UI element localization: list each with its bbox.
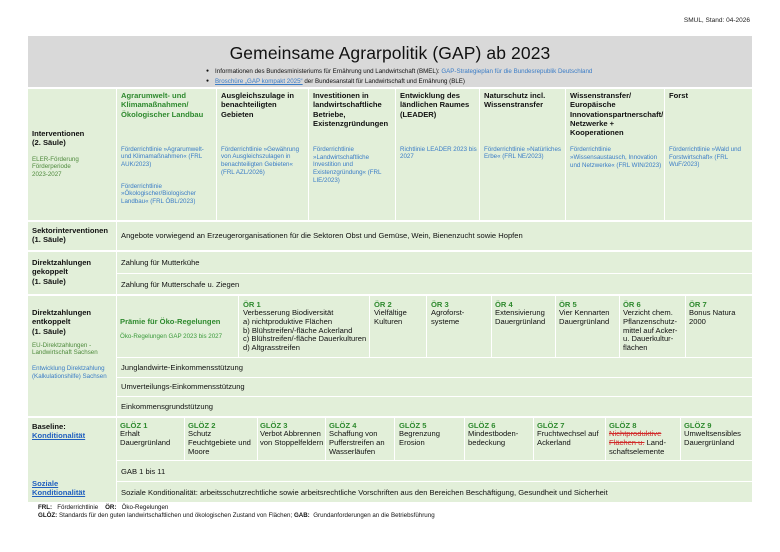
oer-3: ÖR 3 Agroforst- systeme xyxy=(431,300,465,326)
baseline-label: Baseline: xyxy=(32,422,66,431)
umverteilung-stuetzung: Umverteilungs-Einkommensstützung xyxy=(121,382,245,391)
link-eu-direktzahlungen[interactable]: EU-Direktzahlungen - Landwirtschaft Sachsen xyxy=(32,341,98,357)
row-entkoppelt xyxy=(28,296,752,416)
link-frl-wuf[interactable]: Förderrichtlinie »Wald und Forstwirtschaft« (FRL WuF/2023) xyxy=(669,146,741,169)
sozial-text: Soziale Konditionalität: arbeitsschutzrechtliche sowie arbeitsrechtliche Vorschriften aus den Bereichen Beschäftigung, Gesundheit und Sicherheit xyxy=(121,488,608,497)
oer-2: ÖR 2 Vielfältige Kulturen xyxy=(374,300,407,326)
link-frl-auk[interactable]: Förderrichtlinie »Agrarumwelt- und Klimamaßnahmen« (FRL AUK/2023) xyxy=(121,145,204,169)
gloez-3: GLÖZ 3 Verbot Abbrennen von Stoppelfeldern xyxy=(260,421,324,447)
col-ausgleichszulage: Ausgleichszulage in benachteiligten Gebieten Förderrichtlinie »Gewährung von Ausgleichszulagen in benachteiligten Gebieten« (FRL AZL/2026) xyxy=(221,91,306,176)
page-title: Gemeinsame Agrarpolitik (GAP) ab 2023 xyxy=(229,43,551,63)
baseline-label-cell xyxy=(32,422,85,441)
info-item-ble: ● Broschüre „GAP kompakt 2025“ der Bundesanstalt für Landwirtschaft und Ernährung (BLE) xyxy=(206,77,592,87)
zahlung-mutterschafe: Zahlung für Mutterschafe u. Ziegen xyxy=(121,280,240,289)
col-agrarumwelt: Agrarumwelt- und Klimamaßnahmen/ Ökologischer Landbau Förderrichtlinie »Agrarumwelt- und Klimamaßnahmen« (FRL AUK/2023) Förderrichtlinie »Ökologischer/Biologischer Landbau« (FRL ÖBL/2023) xyxy=(121,91,213,205)
link-frl-win[interactable]: Förderrichtlinie »Wissensaustausch, Innovation und Netzwerke« (FRL WIN/2023) xyxy=(570,146,662,169)
col-naturschutz: Naturschutz incl. Wissenstransfer Förderrichtlinie »Natürliches Erbe« (FRL NE/2023) xyxy=(484,91,564,161)
link-frl-oebl[interactable]: Förderrichtlinie »Ökologischer/Biologischer Landbau« (FRL ÖBL/2023) xyxy=(121,182,196,205)
legend-line-2: GLÖZ: Standards für den guten landwirtschaftlichen und ökologischen Zustand von Flächen; GAB: Grundanforderungen an die Betriebsführung xyxy=(38,512,435,519)
row-konditionalitaet xyxy=(28,418,752,502)
oer-5: ÖR 5 Vier Kennarten Dauergrünland xyxy=(559,300,610,326)
gab-text: GAB 1 bis 11 xyxy=(121,467,166,476)
link-frl-lie[interactable]: Förderrichtlinie »Landwirtschaftliche Investition und Existenzgründung« (FRL LIE/2023) xyxy=(313,146,382,184)
gloez-7: GLÖZ 7 Fruchtwechsel auf Ackerland xyxy=(537,421,599,447)
row-gekoppelt xyxy=(28,252,752,294)
oer-7: ÖR 7 Bonus Natura 2000 xyxy=(689,300,736,326)
link-konditionalitaet[interactable]: Konditionalität xyxy=(32,431,86,441)
link-oeko-regelungen[interactable]: Öko-Regelungen GAP 2023 bis 2027 xyxy=(120,333,223,340)
row-sektorinterventionen xyxy=(28,222,752,250)
oeko-regelungen-head: Prämie für Öko-Regelungen xyxy=(120,317,221,326)
link-gap-strategieplan[interactable]: GAP-Strategieplan für die Bundesrepublik Deutschland xyxy=(441,68,593,75)
gloez-9: GLÖZ 9 Umweltsensibles Dauergrünland xyxy=(684,421,741,447)
interventionen-label: Interventionen (2. Säule) xyxy=(32,129,85,148)
einkommensgrundstuetzung: Einkommensgrundstützung xyxy=(121,402,214,411)
oer-6: ÖR 6 Verzicht chem. Pflanzenschutz- mittel auf Acker- u. Dauerkultur- flächen xyxy=(623,300,678,353)
gloez-8: GLÖZ 8 Nichtproduktive Flächen u. Land- schaftselemente xyxy=(609,421,667,456)
gloez-1: GLÖZ 1 Erhalt Dauergrünland xyxy=(120,421,171,447)
col-forst: Forst Förderrichtlinie »Wald und Forstwirtschaft« (FRL WuF/2023) xyxy=(669,91,749,169)
link-frl-azl[interactable]: Förderrichtlinie »Gewährung von Ausgleichszulagen in benachteiligten Gebieten« (FRL AZL/2026) xyxy=(221,145,300,176)
sektor-text: Angebote vorwiegend an Erzeugerorganisationen für die Sektoren Obst und Gemüse, Wein, Bienenzucht sowie Hopfen xyxy=(121,231,523,240)
col-leader: Entwicklung des ländlichen Raumes (LEADER) Richtlinie LEADER 2023 bis 2027 xyxy=(400,91,477,161)
interventionen-sub: ELER-Förderung Förderperiode 2023-2027 xyxy=(32,155,79,178)
link-gap-kompakt[interactable]: Broschüre „GAP kompakt 2025“ xyxy=(215,78,303,85)
link-kalkulationshilfe[interactable]: Entwicklung Direktzahlung (Kalkulationshilfe) Sachsen xyxy=(32,365,107,380)
interventionen-label-cell xyxy=(32,129,112,178)
row-interventionen xyxy=(28,89,752,220)
title-box xyxy=(28,36,752,87)
link-frl-ne[interactable]: Förderrichtlinie »Natürliches Erbe« (FRL NE/2023) xyxy=(484,145,562,161)
sozial-label-cell xyxy=(32,479,85,498)
col-wissenstransfer: Wissenstransfer/ Europäische Innovationspartnerschaft/ Netzwerke + Kooperationen Förderrichtlinie »Wissensaustausch, Innovation und Netzwerke« (FRL WIN/2023) xyxy=(570,91,664,169)
link-soziale-konditionalitaet[interactable]: Soziale Konditionalität xyxy=(32,479,86,498)
entkoppelt-label-cell xyxy=(32,308,114,380)
version-stamp: SMUL, Stand: 04-2026 xyxy=(683,17,750,24)
gekoppelt-label: Direktzahlungen gekoppelt (1. Säule) xyxy=(32,258,92,286)
oer-1: ÖR 1 Verbesserung Biodiversität a) nichtproduktive Flächen b) Blühstreifen/-fläche Ackerland c) Blühstreifen/-fläche Dauerkulturen d) Altgrasstreifen xyxy=(243,300,367,353)
link-leader[interactable]: Richtlinie LEADER 2023 bis 2027 xyxy=(400,145,477,161)
legend-line-1: FRL: Förderrichtlinie ÖR: Öko-Regelungen xyxy=(38,504,169,511)
gloez-2: GLÖZ 2 Schutz Feuchtgebiete und Moore xyxy=(188,421,251,456)
gloez-5: GLÖZ 5 Begrenzung Erosion xyxy=(399,421,440,447)
gloez-6: GLÖZ 6 Mindestboden- bedeckung xyxy=(468,421,519,447)
entkoppelt-label: Direktzahlungen entkoppelt (1. Säule) xyxy=(32,308,92,336)
oer-4: ÖR 4 Extensivierung Dauergrünland xyxy=(495,300,546,326)
col-investitionen: Investitionen in landwirtschaftliche Betriebe, Existenzgründungen Förderrichtlinie »Landwirtschaftliche Investition und Existenzgründung« (FRL LIE/2023) xyxy=(313,91,393,184)
info-item-bmel: ● Informationen des Bundesministeriums für Ernährung und Landwirtschaft (BMEL): GAP-Strategieplan für die Bundesrepublik Deutschland xyxy=(206,67,592,77)
junglandwirte-stuetzung: Junglandwirte-Einkommensstützung xyxy=(121,363,243,372)
sektor-label: Sektorinterventionen (1. Säule) xyxy=(32,226,108,245)
gloez-4: GLÖZ 4 Schaffung von Pufferstreifen an Wasserläufen xyxy=(329,421,385,456)
oeko-regelungen-cell xyxy=(120,317,236,341)
info-list xyxy=(206,67,592,87)
zahlung-mutterkuehe: Zahlung für Mutterkühe xyxy=(121,258,200,267)
